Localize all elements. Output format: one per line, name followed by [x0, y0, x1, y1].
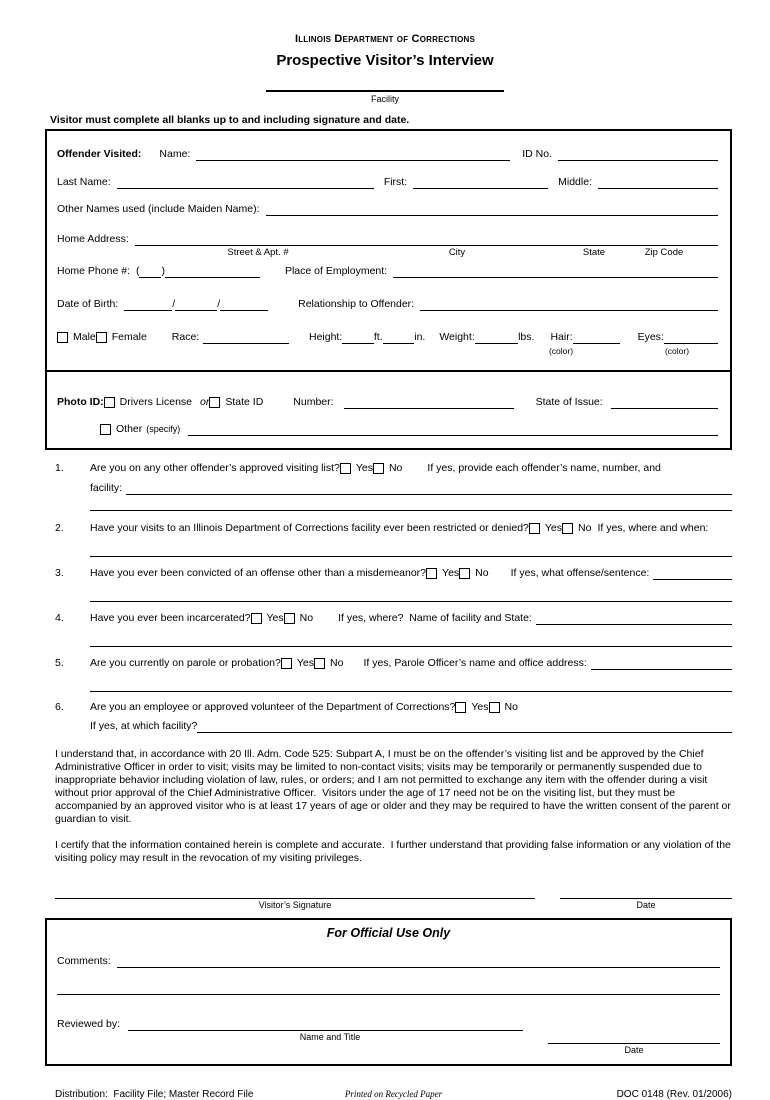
q3-number: 3.: [55, 567, 64, 579]
visitor-signature-field[interactable]: [55, 886, 535, 899]
q1-continuation-line[interactable]: [90, 510, 732, 511]
female-checkbox[interactable]: [96, 332, 107, 343]
eyes-color-sublabel: (color): [664, 346, 690, 356]
q1-text: Are you on any other offender’s approved visiting list?: [90, 462, 340, 474]
q2-yes-checkbox[interactable]: [529, 523, 540, 534]
height-ft-field[interactable]: [342, 331, 374, 344]
height-ft-label: ft.: [373, 331, 383, 343]
question-6: [55, 701, 732, 733]
female-label: Female: [111, 331, 147, 343]
q4-no-checkbox[interactable]: [284, 613, 295, 624]
offender-name-field[interactable]: [196, 148, 510, 161]
q5-yes-checkbox[interactable]: [281, 658, 292, 669]
q1-facility-label: facility:: [90, 482, 123, 494]
other-id-label: Other: [116, 423, 143, 435]
q4-no-label: No: [299, 612, 314, 624]
state-id-label: State ID: [225, 396, 264, 408]
q5-yes-label: Yes: [296, 657, 315, 669]
q2-answer-line[interactable]: [90, 556, 732, 557]
q3-answer-field[interactable]: [653, 567, 732, 580]
q4-yes-label: Yes: [266, 612, 284, 624]
certification-paragraph: I certify that the information contained herein is complete and accurate. I further understand that providing false information or any violation of the visiting policy may result in the revocation of my visiting privileges.: [55, 839, 734, 864]
official-use-box: [45, 918, 732, 1066]
reviewed-date-label: Date: [624, 1045, 644, 1055]
q5-number: 5.: [55, 657, 64, 669]
q1-number: 1.: [55, 462, 64, 474]
question-1: [55, 462, 732, 511]
q6-facility-field[interactable]: [197, 720, 732, 733]
q4-number: 4.: [55, 612, 64, 624]
zip-sublabel: Zip Code: [644, 247, 684, 258]
hair-label: Hair:: [550, 331, 573, 343]
facility-label: Facility: [370, 94, 399, 104]
q3-followup: If yes, what offense/sentence:: [510, 567, 650, 579]
facility-line[interactable]: [266, 90, 504, 92]
height-in-field[interactable]: [383, 331, 415, 344]
q6-facility-label: If yes, at which facility?: [90, 720, 198, 732]
phone-paren-close: ): [161, 265, 165, 277]
street-apt-sublabel: Street & Apt. #: [227, 247, 289, 258]
offender-info-box: [45, 129, 732, 372]
drivers-license-label: Drivers License: [119, 396, 193, 408]
state-of-issue-field[interactable]: [611, 396, 718, 409]
q4-yes-checkbox[interactable]: [251, 613, 262, 624]
q2-number: 2.: [55, 522, 64, 534]
comments-continuation-line[interactable]: [57, 994, 720, 995]
last-name-label: Last Name:: [57, 176, 111, 188]
home-address-label: Home Address:: [57, 233, 129, 245]
offender-name-label: Name:: [159, 148, 191, 160]
first-name-field[interactable]: [413, 176, 548, 189]
dob-slash-1: /: [172, 298, 176, 310]
question-4: [55, 612, 732, 647]
other-id-field[interactable]: [188, 423, 718, 436]
q1-yes-label: Yes: [355, 462, 373, 474]
hair-field[interactable]: [573, 331, 620, 344]
dob-month-field[interactable]: [124, 298, 172, 311]
employment-field[interactable]: [393, 265, 718, 278]
visitor-signature-label: Visitor’s Signature: [258, 900, 332, 910]
weight-lbs-label: lbs.: [518, 331, 535, 343]
q6-yes-checkbox[interactable]: [455, 702, 466, 713]
dob-label: Date of Birth:: [57, 298, 119, 310]
q4-answer-line[interactable]: [90, 646, 732, 647]
other-id-checkbox[interactable]: [100, 424, 111, 435]
questions-section: [55, 462, 732, 733]
relationship-field[interactable]: [420, 298, 718, 311]
city-sublabel: City: [448, 247, 466, 258]
q5-no-checkbox[interactable]: [314, 658, 325, 669]
q3-no-label: No: [475, 567, 489, 579]
q5-text: Are you currently on parole or probation?: [90, 657, 281, 669]
q3-yes-checkbox[interactable]: [426, 568, 437, 579]
reviewed-by-field[interactable]: [128, 1018, 523, 1031]
q1-facility-field[interactable]: [126, 482, 732, 495]
other-names-label: Other Names used (include Maiden Name):: [57, 203, 260, 215]
height-in-label: in.: [414, 331, 426, 343]
q1-followup: If yes, provide each offender’s name, number, and: [427, 462, 661, 474]
question-5: [55, 657, 732, 692]
other-names-field[interactable]: [266, 203, 718, 216]
photo-id-box: [45, 370, 732, 450]
address-sublabels: [57, 247, 718, 258]
q6-text: Are you an employee or approved volunteer of the Department of Corrections?: [90, 701, 456, 713]
or-label: or: [200, 396, 210, 408]
home-address-field[interactable]: [135, 233, 718, 246]
relationship-label: Relationship to Offender:: [298, 298, 415, 310]
comments-label: Comments:: [57, 955, 111, 967]
question-2: [55, 522, 732, 557]
reviewed-by-label: Reviewed by:: [57, 1018, 121, 1030]
dob-year-field[interactable]: [220, 298, 268, 311]
department-heading: Illinois Department of Corrections: [294, 33, 476, 45]
q6-no-checkbox[interactable]: [489, 702, 500, 713]
photo-id-label: Photo ID:: [57, 396, 104, 408]
form-number-text: DOC 0148 (Rev. 01/2006): [616, 1089, 732, 1100]
q4-answer-field[interactable]: [536, 612, 732, 625]
eyes-label: Eyes:: [637, 331, 664, 343]
q3-answer-line[interactable]: [90, 601, 732, 602]
state-id-checkbox[interactable]: [209, 397, 220, 408]
q2-yes-label: Yes: [544, 522, 563, 534]
signature-date-field[interactable]: [560, 886, 732, 899]
q2-no-label: No: [578, 522, 592, 534]
name-and-title-label: Name and Title: [299, 1032, 361, 1042]
q6-number: 6.: [55, 701, 64, 713]
q1-no-label: No: [388, 462, 403, 474]
male-label: Male: [73, 331, 96, 343]
hair-color-sublabel: (color): [548, 346, 574, 356]
q2-no-checkbox[interactable]: [562, 523, 573, 534]
reviewed-date-field[interactable]: [548, 1031, 720, 1044]
legal-text: [55, 748, 732, 865]
home-phone-label: Home Phone #:: [57, 265, 130, 277]
id-number-label: Number:: [293, 396, 334, 408]
male-checkbox[interactable]: [57, 332, 68, 343]
dob-slash-2: /: [217, 298, 221, 310]
last-name-field[interactable]: [117, 176, 374, 189]
weight-field[interactable]: [475, 331, 518, 344]
q5-followup: If yes, Parole Officer’s name and office address:: [363, 657, 587, 669]
other-specify-label: (specify): [146, 424, 181, 434]
race-field[interactable]: [203, 331, 289, 344]
middle-name-label: Middle:: [558, 176, 592, 188]
first-name-label: First:: [383, 176, 408, 188]
weight-label: Weight:: [439, 331, 475, 343]
q3-text: Have you ever been convicted of an offense other than a misdemeanor?: [90, 567, 427, 579]
q6-yes-label: Yes: [471, 701, 489, 713]
q2-followup: If yes, where and when:: [597, 522, 709, 534]
q3-yes-label: Yes: [442, 567, 460, 579]
q4-text: Have you ever been incarcerated?: [90, 612, 251, 624]
id-no-label: ID No.: [522, 148, 552, 160]
race-label: Race:: [171, 331, 200, 343]
q1-no-checkbox[interactable]: [373, 463, 384, 474]
q4-followup: If yes, where? Name of facility and State:: [338, 612, 532, 624]
offender-visited-label: Offender Visited:: [57, 148, 142, 160]
comments-field[interactable]: [117, 955, 720, 968]
signature-date-label: Date: [636, 900, 656, 910]
q5-no-label: No: [330, 657, 344, 669]
height-label: Height:: [309, 331, 343, 343]
color-sublabels: [57, 346, 718, 356]
q2-text: Have your visits to an Illinois Department of Corrections facility ever been restricted or denied?: [90, 522, 529, 534]
phone-paren-open: (: [135, 265, 140, 277]
phone-number-field[interactable]: [165, 265, 260, 278]
recycled-paper-text: Printed on Recycled Paper: [344, 1089, 443, 1099]
understanding-paragraph: I understand that, in accordance with 20 Ill. Adm. Code 525: Subpart A, I must be on the offender’s visiting list and be approved by the Chief Administrative Officer in order to visit; visits may be limited to non-contact visits; visits may be temporarily or permanently suspended due to inappropriate behavior including violation of law, rules, or orders; and I am not permitted to exchange any item with the offender during a visit without prior approval of the Chief Administrative Officer. Visitors under the age of 17 need not be on the visiting list, but they must be accompanied by an approved visitor who is at least 17 years of age or older and they may be required to have the written consent of the parent or guardian to visit.: [55, 748, 734, 825]
question-3: [55, 567, 732, 602]
q6-no-label: No: [504, 701, 518, 713]
q5-answer-line[interactable]: [90, 691, 732, 692]
signature-section: [55, 886, 732, 911]
state-sublabel: State: [582, 247, 606, 258]
q1-yes-checkbox[interactable]: [340, 463, 351, 474]
phone-area-field[interactable]: [139, 265, 161, 278]
id-number-field[interactable]: [344, 396, 514, 409]
distribution-text: Distribution: Facility File; Master Record File: [55, 1089, 254, 1100]
id-no-field[interactable]: [558, 148, 718, 161]
page-footer: [55, 1089, 732, 1100]
drivers-license-checkbox[interactable]: [104, 397, 115, 408]
employment-label: Place of Employment:: [284, 265, 388, 277]
state-of-issue-label: State of Issue:: [535, 396, 603, 408]
dob-day-field[interactable]: [175, 298, 217, 311]
official-use-title: For Official Use Only: [326, 926, 451, 940]
instruction-text: Visitor must complete all blanks up to and including signature and date.: [50, 114, 410, 126]
q5-answer-field[interactable]: [591, 657, 732, 670]
middle-name-field[interactable]: [598, 176, 718, 189]
form-title: Prospective Visitor’s Interview: [276, 52, 494, 69]
q3-no-checkbox[interactable]: [459, 568, 470, 579]
eyes-field[interactable]: [664, 331, 718, 344]
